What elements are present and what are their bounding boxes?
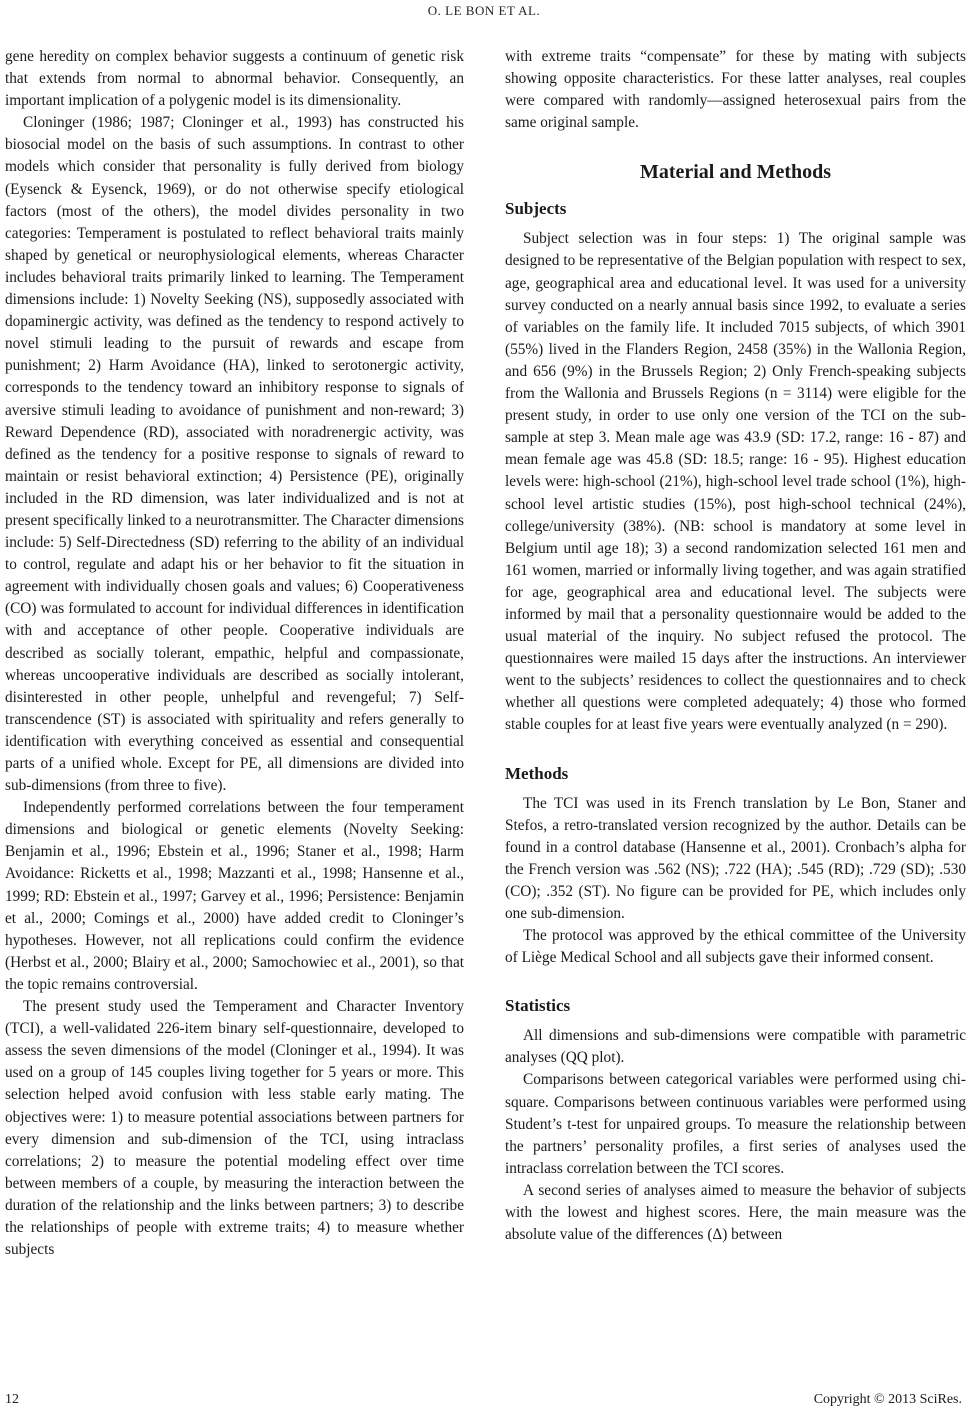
right-column [505, 46, 966, 1246]
body-paragraph: The protocol was approved by the ethical committee of the University of Liège Medical School and all subjects gave their informed consent. [505, 927, 966, 967]
page-number: 12 [5, 1392, 19, 1407]
running-head: O. LE BON ET AL. [427, 3, 541, 18]
subsection-heading-statistics: Statistics [505, 996, 571, 1016]
left-column [5, 46, 464, 1261]
body-paragraph: Cloninger (1986; 1987; Cloninger et al., 1993) has constructed his biosocial model on the basis of such assumptions. In contrast to other models which consider that personality is fully derived from biology (Eysenck & Eysenck, 1969), or do not otherwise specify etiological factors (most of the others), the model divides personality in two categories: Temperament is postulated to reflect behavioral traits mainly shaped by genetical or neurophysiological elements, whereas Character includes behavioral traits primarily linked to learning. The Temperament dimensions include: 1) Novelty Seeking (NS), supposedly associated with dopaminergic activity, was defined as the tendency to respond actively to novel stimuli leading to the pursuit of rewards and escape from punishment; 2) Harm Avoidance (HA), linked to serotonergic activity, corresponds to the tendency toward an inhibitory response to signals of aversive stimuli leading to avoidance of punishment and non-reward; 3) Reward Dependence (RD), associated with noradrenergic activity, was defined as the tendency for a positive response to signals of reward to maintain or resist behavioral extinction; 4) Persistence (PE), originally included in the RD dimension, was later individualized and is not at present specifically linked to a neurotransmitter. The Character dimensions include: 5) Self-Directedness (SD) referring to the ability of an individual to control, regulate and adapt his or her behavior to fit the situation in agreement with individually chosen goals and values; 6) Cooperativeness (CO) was formulated to account for individual differences in identification with and acceptance of other people. Cooperative individuals are described as socially tolerant, empathic, helpful and compassionate, whereas uncooperative individuals are described as socially intolerant, disinterested in other people, unhelpful and revengeful; 7) Self-transcendence (ST) is associated with spirituality and refers generally to identification with everything conceived as essential and consequential parts of a unified whole. Except for PE, all dimensions are divided into sub-dimensions (from three to five). [5, 114, 464, 795]
body-paragraph: The present study used the Temperament and Character Inventory (TCI), a well-validated 226-item binary self-questionnaire, developed to assess the seven dimensions of the model (Cloninger et al., 1994). It was used on a group of 145 couples living together for 5 years or more. This selection helped avoid confusion with less stable early mating. The objectives were: 1) to measure potential associations between partners for every dimension and sub-dimension of the TCI, using intraclass correlations; 2) to measure the potential modeling effect over time between members of a couple, by measuring the interaction between the duration of the relationship and the links between partners; 3) to describe the relationships of people with extreme traits; 4) to measure whether subjects [5, 998, 464, 1259]
body-paragraph: Subject selection was in four steps: 1) The original sample was designed to be representative of the Belgian population with respect to sex, age, geographical area and educational level. It was used for a university survey conducted on a nearly annual basis since 1992, to evaluate a series of variables on the family life. It included 7015 subjects, of which 3901 (55%) lived in the Flanders Region, 2458 (35%) in the Wallonia Region, and 656 (9%) in the Brussels Region; 2) Only French-speaking subjects from the Wallonia and Brussels Regions (n = 3114) were eligible for the present study, in order to use only one version of the TCI on the sub-sample at step 3. Mean male age was 43.9 (SD: 17.2, range: 16 - 87) and mean female age was 45.8 (SD: 18.5; range: 16 - 95). Highest education levels were: high-school (21%), high-school level trade school (1%), high-school level artistic studies (15%), post high-school technical (24%), college/university (38%). (NB: school is mandatory at some level in Belgium until age 18); 3) a second randomization selected 161 men and 161 women, married or informally living together, and was again stratified for age, geographical area and educational level. The subjects were informed by mail that a personality questionnaire would be added to the usual material of the inquiry. No subject refused the protocol. The questionnaires were mailed 15 days after the instructions. An interviewer went to the subjects’ residences to collect the questionnaires and to check whether all questions were completed adequately; 4) those who formed stable couples for at least five years were eventually analyzed (n = 290). [505, 230, 966, 734]
section-title: Material and Methods [639, 161, 832, 184]
body-paragraph: All dimensions and sub-dimensions were compatible with parametric analyses (QQ plot). [505, 1027, 966, 1067]
body-paragraph: Comparisons between categorical variables were performed using chi-square. Comparisons between continuous variables were performed using Student’s t-test for unpaired groups. To measure the relationship between the partners’ personality profiles, a first series of analyses used the intraclass correlation between the TCI scores. [505, 1071, 966, 1177]
body-paragraph: A second series of analyses aimed to measure the behavior of subjects with the lowest and highest scores. Here, the main measure was the absolute value of the differences (Δ) between [505, 1181, 966, 1244]
body-paragraph: with extreme traits “compensate” for these by mating with subjects showing opposite characteristics. For these latter analyses, real couples were compared with randomly—assigned heterosexual pairs from the same original sample. [505, 48, 966, 132]
body-paragraph: gene heredity on complex behavior suggests a continuum of genetic risk that extends from normal to abnormal behavior. Consequently, an important implication of a polygenic model is its dimensionality. [5, 48, 464, 110]
subsection-heading-methods: Methods [505, 763, 569, 783]
subsection-heading-subjects: Subjects [505, 199, 567, 219]
body-paragraph: Independently performed correlations between the four temperament dimensions and biological or genetic elements (Novelty Seeking: Benjamin et al., 1996; Ebstein et al., 1996; Staner et al., 1998; Harm Avoidance: Ricketts et al., 1998; Mazzanti et al., 1998; Hansenne et al., 1999; RD: Ebstein et al., 1997; Garvey et al., 1996; Persistence: Benjamin et al., 2000; Comings et al., 2000) have added credit to Cloninger’s hypotheses. However, not all replications could confirm the evidence (Herbst et al., 2000; Blairy et al., 2000; Samochowiec et al., 2001), so that the topic remains controversial. [5, 799, 464, 993]
body-paragraph: The TCI was used in its French translation by Le Bon, Staner and Stefos, a retro-translated version recognized by the author. Details can be found in a control database (Hansenne et al., 2001). Cronbach’s alpha for the French version was .562 (NS); .722 (HA); .545 (RD); .729 (SD); .530 (CO); .352 (ST). No figure can be provided for PE, which includes only one sub-dimension. [505, 794, 966, 922]
copyright-notice: Copyright © 2013 SciRes. [813, 1392, 962, 1407]
